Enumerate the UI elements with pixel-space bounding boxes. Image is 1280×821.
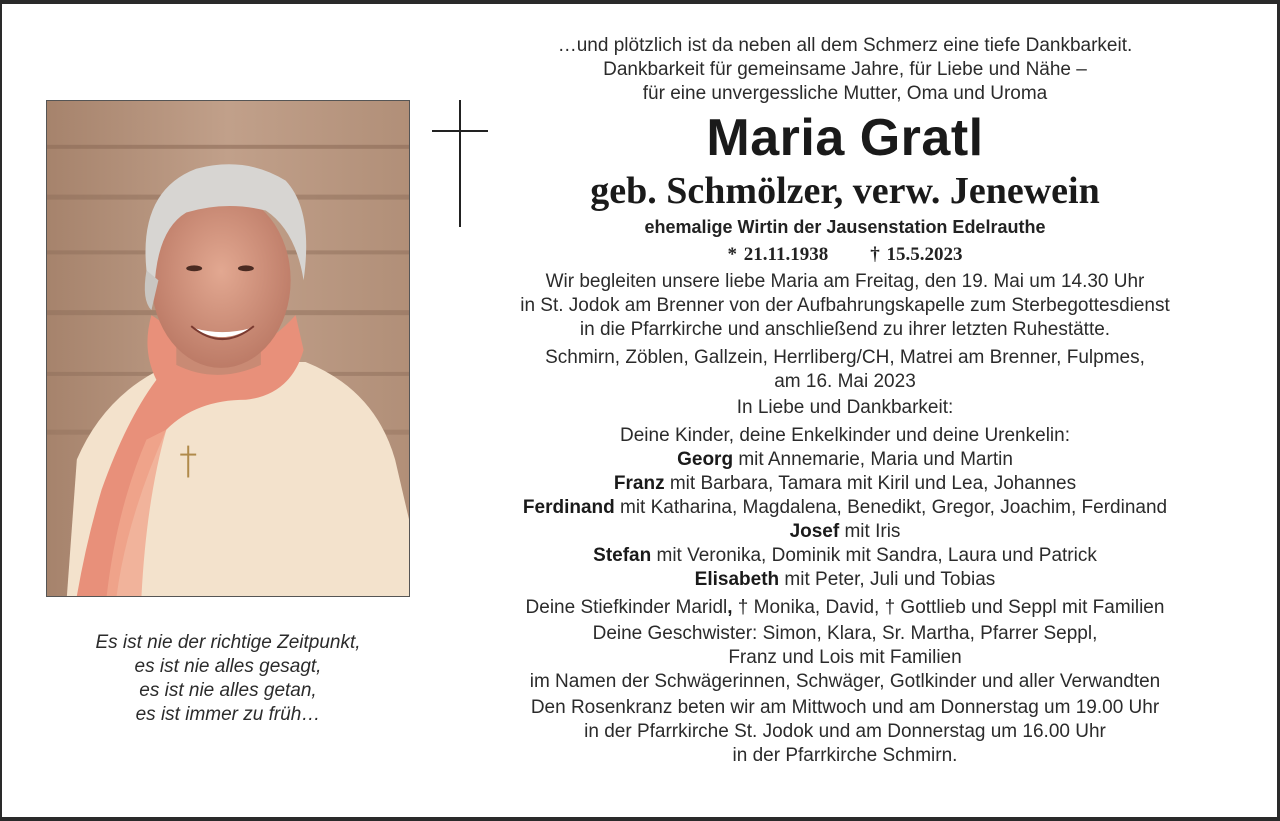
poem [46, 631, 410, 727]
poem-line: es ist nie alles getan, [139, 680, 317, 701]
siblings-line: Deine Geschwister: Simon, Klara, Sr. Martha, Pfarrer Seppl, [592, 623, 1098, 644]
siblings-line: im Namen der Schwägerinnen, Schwäger, Gotlkinder und aller Verwandten [529, 671, 1161, 692]
child-name: Stefan [593, 545, 652, 566]
rosary-line: Den Rosenkranz beten wir am Mittwoch und am Donnerstag um 19.00 Uhr [530, 697, 1160, 718]
closing-line: In Liebe und Dankbarkeit: [736, 397, 954, 418]
child-name: Elisabeth [694, 569, 780, 590]
child-line [470, 520, 1220, 544]
stepchildren-comma: , [727, 597, 733, 618]
poem-line: es ist immer zu früh… [135, 704, 321, 725]
siblings-line: Franz und Lois mit Familien [728, 647, 962, 668]
child-family: mit Veronika, Dominik mit Sandra, Laura und Patrick [651, 545, 1097, 566]
child-line [470, 472, 1220, 496]
intro-line: für eine unvergessliche Mutter, Oma und Uroma [642, 83, 1048, 104]
stepchildren-text: † Monika, David, † Gottlieb und Seppl mit Familien [732, 597, 1165, 618]
child-line [470, 568, 1220, 592]
intro-line: Dankbarkeit für gemeinsame Jahre, für Liebe und Nähe – [603, 59, 1087, 80]
child-name: Georg [677, 449, 734, 470]
child-family: mit Barbara, Tamara mit Kiril und Lea, Johannes [664, 473, 1077, 494]
deceased-name: Maria Gratl [706, 109, 984, 167]
portrait-photo [46, 100, 410, 597]
stepchildren-line [470, 596, 1220, 620]
child-line [470, 496, 1220, 520]
intro-line: …und plötzlich ist da neben all dem Schmerz eine tiefe Dankbarkeit. [557, 35, 1133, 56]
place-date-line: am 16. Mai 2023 [774, 371, 916, 392]
child-name: Ferdinand [522, 497, 615, 518]
deceased-occupation: ehemalige Wirtin der Jausenstation Edelrauthe [644, 217, 1046, 237]
life-dates [470, 240, 1220, 270]
poem-line: Es ist nie der richtige Zeitpunkt, [95, 632, 361, 653]
child-line [470, 544, 1220, 568]
funeral-line: in St. Jodok am Brenner von der Aufbahrungskapelle zum Sterbegottesdienst [520, 295, 1170, 316]
obituary-text [470, 34, 1220, 768]
rosary-line: in der Pfarrkirche St. Jodok und am Donnerstag um 16.00 Uhr [584, 721, 1106, 742]
rosary-line: in der Pfarrkirche Schmirn. [732, 745, 958, 766]
child-name: Franz [613, 473, 665, 494]
child-family: mit Katharina, Magdalena, Benedikt, Gregor, Joachim, Ferdinand [614, 497, 1168, 518]
place-date-line: Schmirn, Zöblen, Gallzein, Herrliberg/CH, Matrei am Brenner, Fulpmes, [545, 347, 1145, 368]
child-family: mit Iris [839, 521, 901, 542]
child-family: mit Peter, Juli und Tobias [779, 569, 996, 590]
birth-date: * 21.11.1938 [727, 244, 829, 265]
death-date: † 15.5.2023 [870, 244, 963, 265]
child-line [470, 448, 1220, 472]
deceased-birth-name: geb. Schmölzer, verw. Jenewein [590, 170, 1100, 212]
funeral-line: in die Pfarrkirche und anschließend zu ihrer letzten Ruhestätte. [579, 319, 1111, 340]
child-name: Josef [789, 521, 840, 542]
poem-line: es ist nie alles gesagt, [134, 656, 322, 677]
stepchildren-text: Deine Stiefkinder Maridl [525, 597, 728, 618]
family-intro: Deine Kinder, deine Enkelkinder und deine Urenkelin: [620, 425, 1070, 446]
funeral-line: Wir begleiten unsere liebe Maria am Freitag, den 19. Mai um 14.30 Uhr [545, 271, 1145, 292]
child-family: mit Annemarie, Maria und Martin [733, 449, 1013, 470]
